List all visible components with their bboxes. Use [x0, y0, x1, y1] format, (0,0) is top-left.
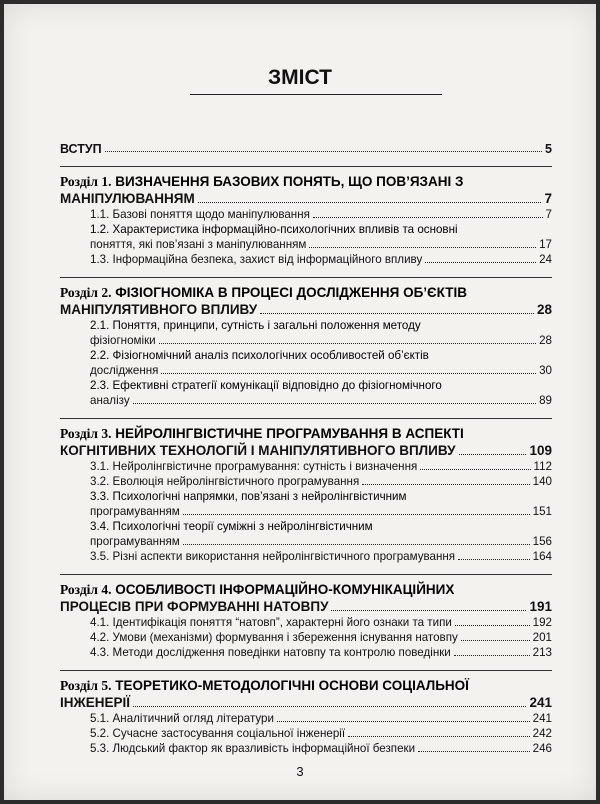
subsection-page: 140	[532, 475, 552, 488]
leader-dots	[198, 202, 542, 203]
section-label: Розділ 1.	[60, 174, 112, 189]
section-heading: НЕЙРОЛІНГВІСТИЧНЕ ПРОГРАМУВАННЯ В АСПЕКТІ	[115, 426, 464, 441]
section-heading-cont: ПРОЦЕСІВ ПРИ ФОРМУВАННІ НАТОВПУ	[60, 599, 329, 614]
page-number: 3	[296, 764, 304, 779]
subsection-title: 1.3. Інформаційна безпека, захист від інформаційного впливу	[90, 253, 423, 266]
subsection-page: 28	[539, 334, 552, 347]
subsection-entry	[90, 363, 552, 378]
subsection-title: 4.2. Умови (механізми) формування і збереження існування натовпу	[90, 631, 458, 644]
subsection-page: 246	[532, 742, 552, 755]
subsection-entry	[90, 504, 552, 519]
subsection-entry	[90, 615, 552, 630]
subsection-entry	[90, 474, 552, 489]
section-label: Розділ 2.	[60, 285, 112, 300]
section-label: Розділ 4.	[60, 582, 112, 597]
toc-section	[60, 166, 552, 267]
subsection-entry	[90, 393, 552, 408]
subsection-page: 164	[532, 550, 552, 563]
subsection-entry	[90, 630, 552, 645]
section-title-line1	[60, 677, 552, 694]
section-page: 241	[529, 695, 552, 710]
subsection-entry	[90, 549, 552, 564]
leader-dots	[331, 610, 526, 611]
section-title-line1	[60, 425, 552, 442]
section-label: Розділ 5.	[60, 678, 112, 693]
subsection-title: 2.3. Ефективні стратегії комунікації відповідно до фізіогномічного	[90, 379, 442, 392]
section-title-line2	[60, 301, 552, 318]
leader-dots	[105, 151, 542, 152]
section-title-line1	[60, 284, 552, 301]
subsection-entry	[90, 726, 552, 741]
subsection-entry	[90, 534, 552, 549]
section-heading: ТЕОРЕТИКО-МЕТОДОЛОГІЧНІ ОСНОВИ СОЦІАЛЬНОЇ	[115, 678, 469, 693]
toc-section	[60, 418, 552, 564]
toc-section	[60, 574, 552, 660]
subsection-entry	[90, 207, 552, 222]
subsection-title: 3.4. Психологічні теорії суміжні з нейролінгвістичним	[90, 520, 373, 533]
section-label: Розділ 3.	[60, 426, 112, 441]
leader-dots	[461, 640, 530, 641]
subsection-entry	[90, 459, 552, 474]
subsection-page: 241	[532, 712, 552, 725]
leader-dots	[418, 751, 530, 752]
toc-section	[60, 277, 552, 408]
section-title-line2	[60, 190, 552, 207]
subsection-page: 151	[532, 505, 552, 518]
leader-dots	[420, 469, 530, 470]
section-heading-cont: КОГНІТИВНИХ ТЕХНОЛОГІЙ І МАНІПУЛЯТИВНОГО ВПЛИВУ	[60, 443, 456, 458]
subsection-entry	[90, 333, 552, 348]
title-underline	[190, 94, 442, 95]
subsection-entry	[90, 252, 552, 267]
subsection-title: 3.3. Психологічні напрямки, пов’язані з нейролінгвістичним	[90, 490, 407, 503]
leader-dots	[425, 262, 536, 263]
subsection-page: 24	[539, 253, 552, 266]
toc-intro-page: 5	[545, 142, 552, 156]
section-title-line2	[60, 598, 552, 615]
leader-dots	[260, 313, 534, 314]
subsection-title-cont: програмуванням	[90, 535, 180, 548]
subsection-title: 3.5. Різні аспекти використання нейролінгвістичного програмування	[90, 550, 456, 563]
section-heading: ФІЗІОГНОМІКА В ПРОЦЕСІ ДОСЛІДЖЕННЯ ОБ’ЄКТІВ	[115, 285, 467, 300]
subsection-title: 5.3. Людський фактор як вразливість інформаційної безпеки	[90, 742, 416, 755]
section-page: 191	[529, 599, 552, 614]
leader-dots	[161, 373, 536, 374]
section-page: 109	[529, 443, 552, 458]
subsection-entry	[90, 645, 552, 660]
subsection-page: 213	[532, 646, 552, 659]
leader-dots	[309, 247, 536, 248]
subsection-entry	[90, 711, 552, 726]
leader-dots	[362, 484, 529, 485]
subsection-title: 5.2. Сучасне застосування соціальної інженерії	[90, 727, 346, 740]
leader-dots	[133, 706, 527, 707]
subsection-page: 242	[532, 727, 552, 740]
section-title-line2	[60, 694, 552, 711]
leader-dots	[455, 625, 530, 626]
leader-dots	[133, 403, 536, 404]
toc-intro-entry	[60, 142, 552, 156]
subsection-page: 89	[539, 394, 552, 407]
subsection-title: 4.3. Методи дослідження поведінки натовпу та контролю поведінки	[90, 646, 451, 659]
subsection-title: 5.1. Аналітичний огляд літератури	[90, 712, 274, 725]
subsection-title: 1.2. Характеристика інформаційно-психологічних впливів та основні	[90, 223, 458, 236]
section-title-line2	[60, 442, 552, 459]
leader-dots	[458, 559, 530, 560]
subsection-page: 192	[532, 616, 552, 629]
section-page: 28	[536, 302, 552, 317]
subsection-entry	[90, 741, 552, 756]
leader-dots	[454, 655, 530, 656]
subsection-page: 201	[532, 631, 552, 644]
subsection-page: 17	[539, 238, 552, 251]
leader-dots	[313, 217, 543, 218]
subsection-title-cont: поняття, які пов’язані з маніпулюванням	[90, 238, 307, 251]
section-title-line1	[60, 581, 552, 598]
section-heading-cont: ІНЖЕНЕРІЇ	[60, 695, 130, 710]
toc-intro-label: ВСТУП	[60, 142, 102, 156]
leader-dots	[277, 721, 530, 722]
subsection-page: 112	[533, 460, 552, 473]
section-heading: ВИЗНАЧЕННЯ БАЗОВИХ ПОНЯТЬ, ЩО ПОВ’ЯЗАНІ З	[115, 174, 464, 189]
book-page	[4, 4, 596, 800]
section-title-line1	[60, 173, 552, 190]
subsection-title: 1.1. Базові поняття щодо маніпулювання	[90, 208, 310, 221]
subsection-title-cont: дослідження	[90, 364, 159, 377]
section-heading-cont: МАНІПУЛЯТИВНОГО ВПЛИВУ	[60, 302, 258, 317]
section-heading-cont: МАНІПУЛЮВАННЯМ	[60, 191, 195, 206]
subsection-page: 156	[532, 535, 552, 548]
subsection-title-cont: фізіогноміки	[90, 334, 156, 347]
subsection-page: 30	[539, 364, 552, 377]
subsection-title-cont: аналізу	[90, 394, 130, 407]
subsection-title: 2.1. Поняття, принципи, сутність і загальні положення методу	[90, 319, 421, 332]
leader-dots	[459, 454, 527, 455]
toc-section	[60, 670, 552, 756]
section-page: 7	[544, 191, 552, 206]
subsection-title: 2.2. Фізіогномічний аналіз психологічних особливостей об’єктів	[90, 349, 429, 362]
subsection-title-cont: програмуванням	[90, 505, 180, 518]
subsection-entry	[90, 237, 552, 252]
leader-dots	[348, 736, 530, 737]
section-heading: ОСОБЛИВОСТІ ІНФОРМАЦІЙНО-КОМУНІКАЦІЙНИХ	[115, 582, 455, 597]
subsection-page: 7	[545, 208, 552, 221]
subsection-title: 4.1. Ідентифікація поняття “натовп”, характерні його ознаки та типи	[90, 616, 452, 629]
table-of-contents	[60, 132, 552, 756]
leader-dots	[183, 514, 530, 515]
leader-dots	[183, 544, 530, 545]
page-title: ЗМІСТ	[268, 66, 332, 89]
subsection-title: 3.2. Еволюція нейролінгвістичного програмування	[90, 475, 360, 488]
leader-dots	[159, 343, 536, 344]
subsection-title: 3.1. Нейролінгвістичне програмування: сутність і визначення	[90, 460, 418, 473]
